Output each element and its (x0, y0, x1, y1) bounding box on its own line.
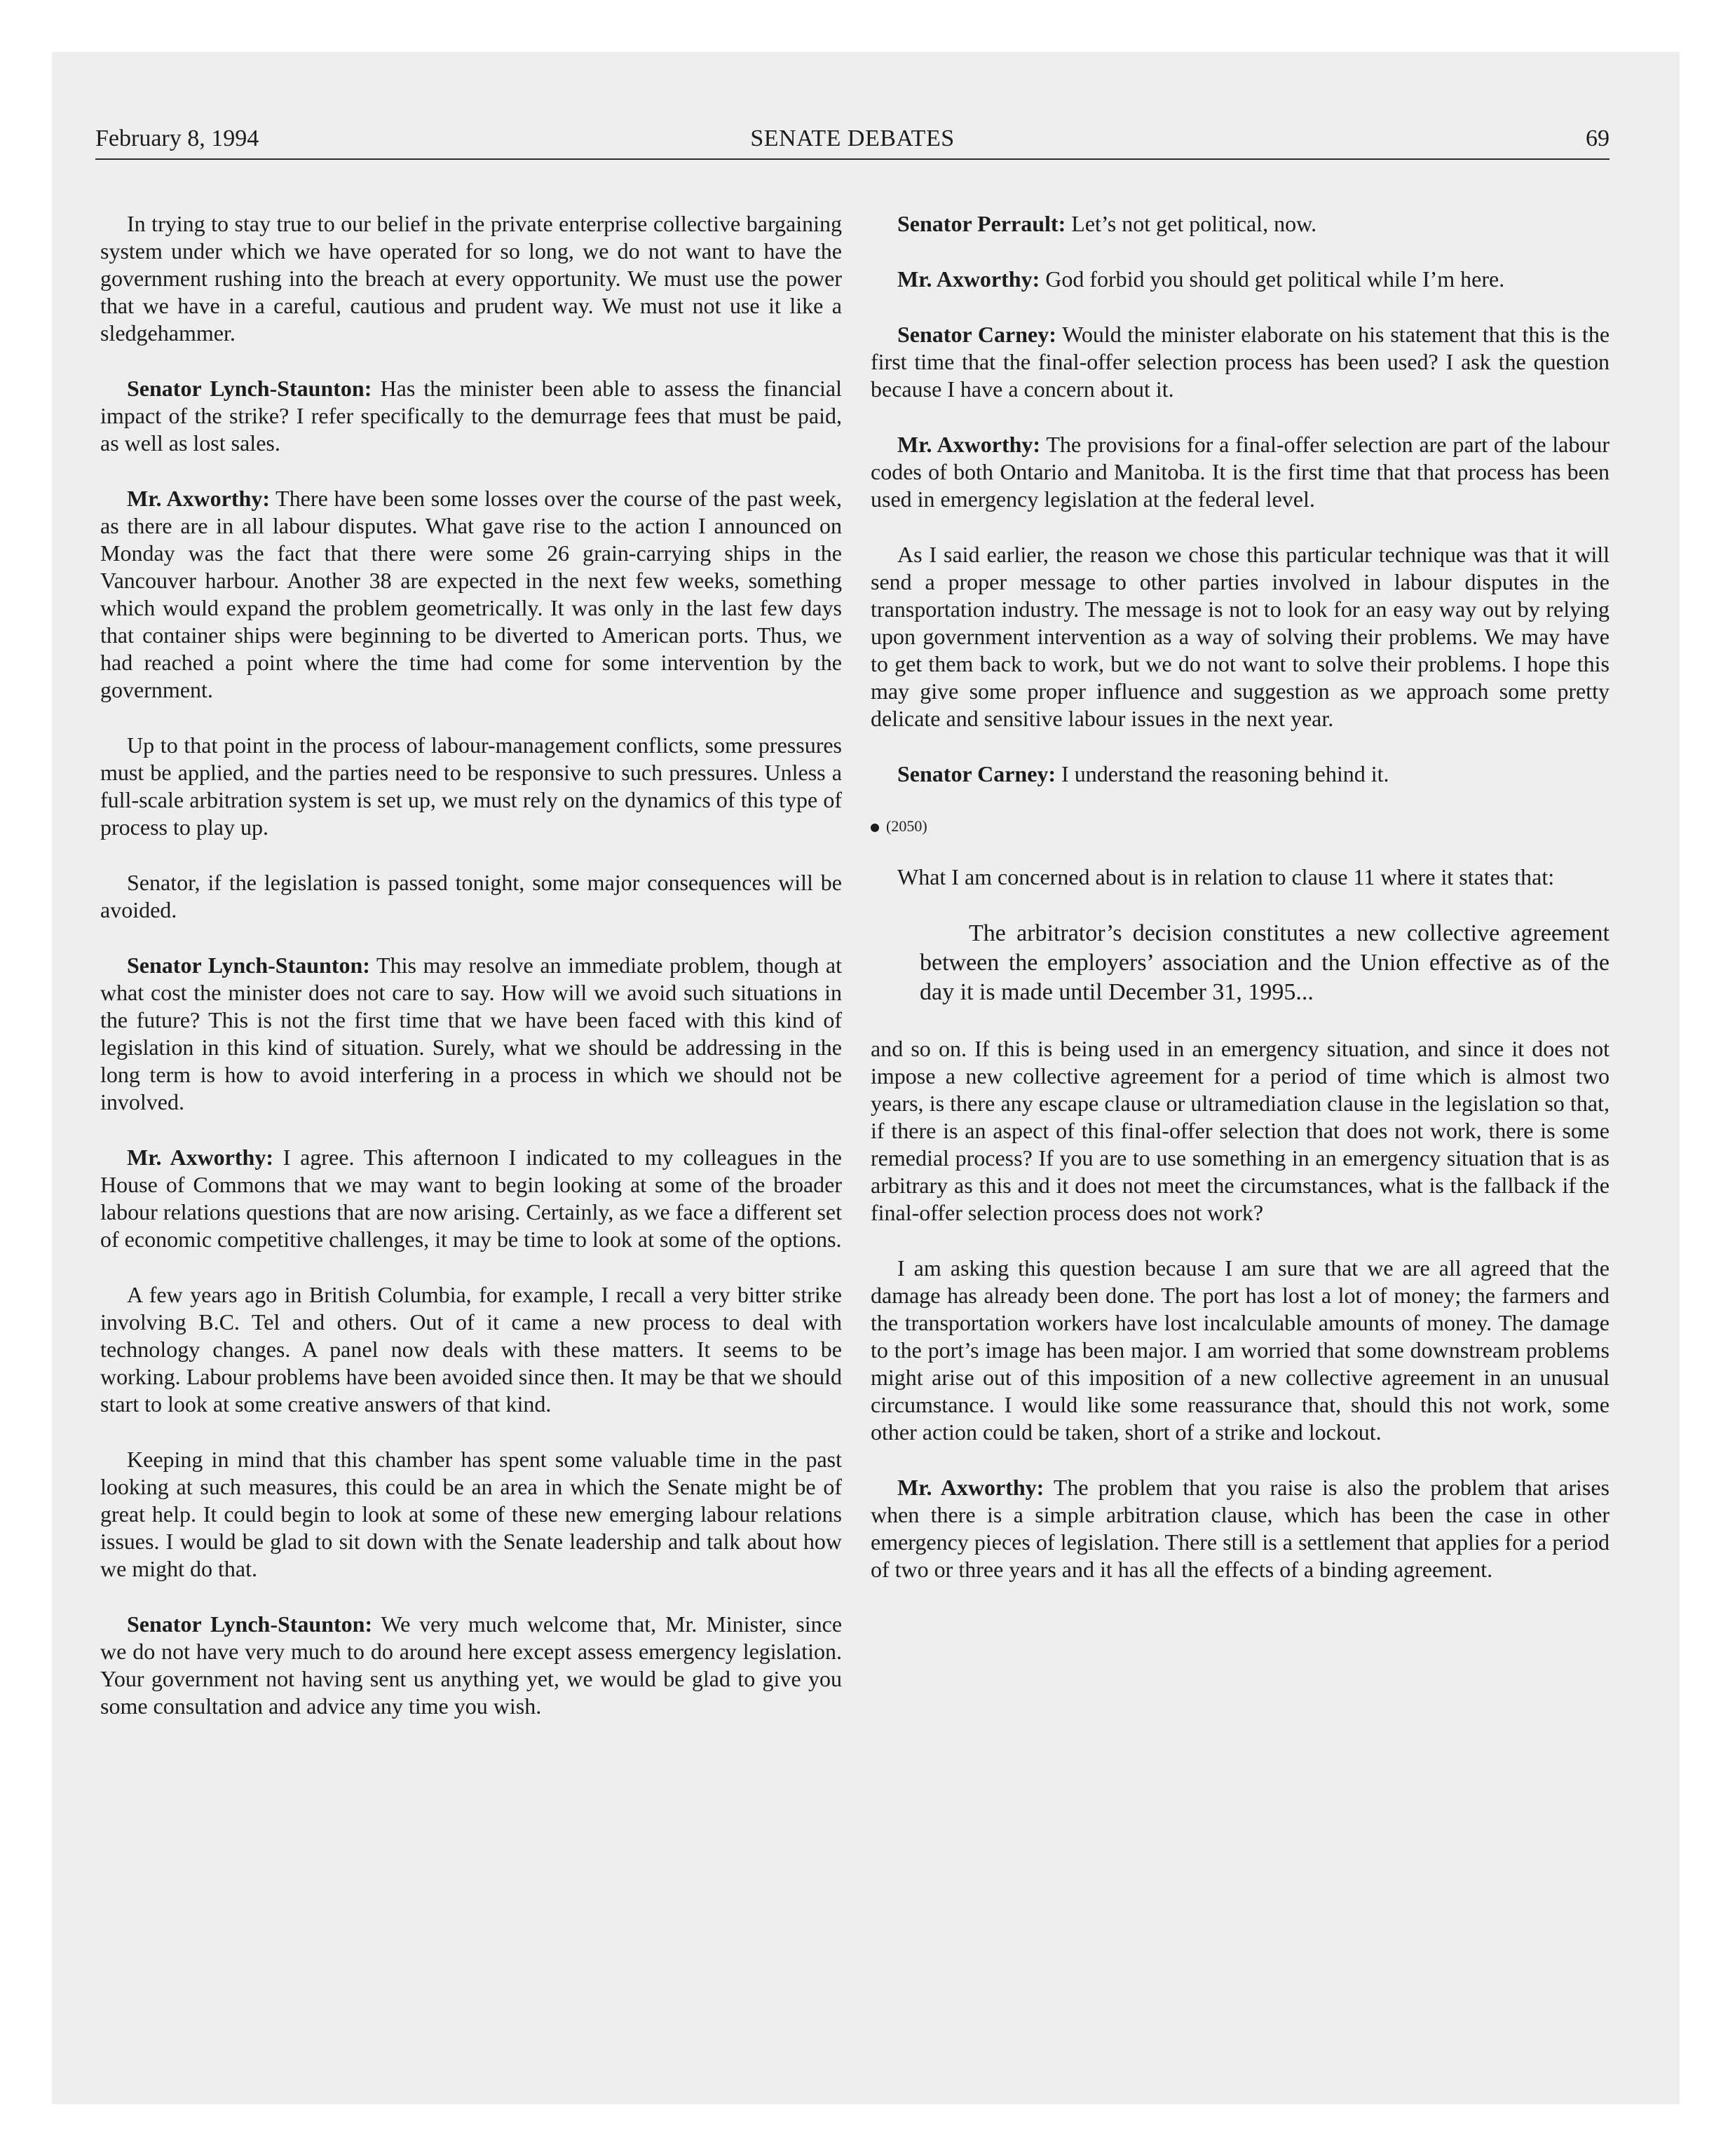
header-date: February 8, 1994 (95, 125, 259, 151)
paragraph-text: As I said earlier, the reason we chose this particular technique was that it will send a proper message to other parties involved in labour disputes in the transportation industry. The message is not to look for an easy way out by relying upon government intervention as a way of solving their problems. We may have to get them back to work, but we do not want to solve their problems. I hope this may give some proper influence and suggestion as we approach some pretty delicate and sensitive labour issues in the next year. (871, 542, 1610, 731)
speaker-label: Senator Lynch-Staunton: (127, 376, 372, 401)
paragraph-text: This may resolve an immediate problem, though at what cost the minister does not care to say. How will we avoid such situations in the future? This is not the first time that we have been faced with this kind of legislation in this kind of situation. Surely, what we should be addressing in the long term is how to avoid interfering in a process in which we should not be involved. (100, 953, 843, 1114)
paragraph-text: I am asking this question because I am sure that we are all agreed that the damage has already been done. The port has lost a lot of money; the farmers and the transportation workers have lost incalculable amounts of money. The damage to the port’s image has been major. I am worried that some downstream problems might arise out of this imposition of a new collective agreement in an unusual circumstance. I would like some reassurance that, should this not work, some other action could be taken, short of a strike and lockout. (871, 1255, 1610, 1445)
speaker-label: Senator Carney: (897, 761, 1056, 786)
speaker-label: Senator Lynch-Staunton: (127, 1611, 373, 1637)
paragraph (100, 1144, 842, 1253)
paragraph-text: Would the minister elaborate on his statement that this is the first time that the final-offer selection process has been used? I ask the question because I have a concern about it. (871, 322, 1610, 402)
paragraph-text: God forbid you should get political while I’m here. (1045, 266, 1505, 292)
paragraph-text: In trying to stay true to our belief in the private enterprise collective bargaining system under which we have operated for so long, we do not want to have the government rushing into the breach at every opportunity. We must use the power that we have in a careful, cautious and prudent way. We must not use it like a sledgehammer. (100, 211, 842, 346)
paragraph (871, 864, 1610, 891)
paragraph-text: The problem that you raise is also the problem that arises when there is a simple arbitration clause, which has been the case in other emergency pieces of legislation. There still is a settlement that applies for a period of two or three years and it has all the effects of a binding agreement. (871, 1475, 1610, 1582)
paragraph-text: There have been some losses over the course of the past week, as there are in all labour disputes. What gave rise to the action I announced on Monday was the fact that there were some 26 grain-carrying ships in the Vancouver harbour. Another 38 are expected in the next few weeks, something which would expand the problem geometrically. It was only in the last few days that container ships were beginning to be diverted to American ports. Thus, we had reached a point where the time had come for some intervention by the government. (100, 486, 843, 702)
quote-text: The arbitrator’s decision constitutes a new collective agreement between the employers’ association and the Union effective as of the day it is made until December 31, 1995... (920, 920, 1610, 1005)
paragraph (100, 1611, 842, 1720)
speaker-label: Senator Carney: (897, 322, 1056, 347)
paragraph (100, 375, 842, 457)
paragraph (100, 732, 842, 841)
paragraph (100, 1446, 842, 1583)
paragraph-text: We very much welcome that, Mr. Minister, since we do not have very much to do around here except assess emergency legislation. Your government not having sent us anything yet, we would be glad to give you some consultation and advice any time you wish. (100, 1611, 843, 1719)
paragraph (871, 1035, 1610, 1227)
left-column (100, 210, 842, 1748)
paragraph-text: Let’s not get political, now. (1071, 211, 1317, 236)
speaker-label: Senator Lynch-Staunton: (127, 953, 370, 978)
paragraph-text: Up to that point in the process of labour-management conflicts, some pressures must be applied, and the parties need to be responsive to such pressures. Unless a full-scale arbitration system is set up, we must rely on the dynamics of this type of process to play up. (100, 732, 842, 840)
paragraph (871, 541, 1610, 732)
time-marker-text: (2050) (886, 817, 927, 835)
header-page-number: 69 (1586, 125, 1610, 151)
block-quote (920, 919, 1610, 1007)
paragraph (100, 1281, 842, 1418)
speaker-label: Mr. Axworthy: (897, 432, 1041, 457)
paragraph (100, 485, 842, 704)
paragraph-text: I understand the reasoning behind it. (1061, 761, 1389, 786)
page-header (95, 125, 1610, 160)
paragraph-text: The provisions for a final-offer selection are part of the labour codes of both Ontario and Manitoba. It is the first time that that process has been used in emergency legislation at the federal level. (871, 432, 1610, 512)
paragraph-text: What I am concerned about is in relation to clause 11 where it states that: (897, 864, 1555, 889)
paragraph (871, 266, 1610, 293)
speaker-label: Mr. Axworthy: (127, 1145, 273, 1170)
paragraph-text: I agree. This afternoon I indicated to my colleagues in the House of Commons that we may want to begin looking at some of the broader labour relations questions that are now arising. Certainly, as we face a different set of economic competitive challenges, it may be time to look at some of the options. (100, 1145, 843, 1252)
time-marker (871, 816, 1610, 837)
speaker-label: Mr. Axworthy: (897, 1475, 1045, 1500)
paragraph-text: and so on. If this is being used in an emergency situation, and since it does not impose a new collective agreement for a period of time which is almost two years, is there any escape clause or ultramediation clause in the legislation so that, if there is an aspect of this final-offer selection that does not work, there is some remedial process? If you are to use something in an emergency situation that is as arbitrary as this and it does not meet the circumstances, what is the fallback if the final-offer selection process does not work? (871, 1036, 1610, 1225)
paragraph (871, 1474, 1610, 1583)
paragraph (871, 431, 1610, 513)
right-column (871, 210, 1610, 1611)
paragraph-text: Keeping in mind that this chamber has spent some valuable time in the past looking at such measures, this could be an area in which the Senate might be of great help. It could begin to look at some of these new emerging labour relations issues. I would be glad to sit down with the Senate leadership and talk about how we might do that. (100, 1447, 842, 1581)
paragraph (871, 210, 1610, 238)
paragraph-text: Has the minister been able to assess the financial impact of the strike? I refer specifically to the demurrage fees that must be paid, as well as lost sales. (100, 376, 843, 456)
bullet-icon (871, 824, 879, 832)
paragraph (100, 210, 842, 347)
paragraph (100, 952, 842, 1116)
speaker-label: Mr. Axworthy: (897, 266, 1040, 292)
paragraph (871, 321, 1610, 403)
speaker-label: Senator Perrault: (897, 211, 1066, 236)
paragraph (871, 760, 1610, 788)
paragraph-text: Senator, if the legislation is passed tonight, some major consequences will be avoided. (100, 870, 842, 922)
paragraph-text: A few years ago in British Columbia, for example, I recall a very bitter strike involving B.C. Tel and others. Out of it came a new process to deal with technology changes. A panel now deals with these matters. It seems to be working. Labour problems have been avoided since then. It may be that we should start to look at some creative answers of that kind. (100, 1282, 842, 1417)
paragraph (100, 869, 842, 924)
speaker-label: Mr. Axworthy: (127, 486, 270, 511)
header-title: SENATE DEBATES (750, 125, 955, 151)
paragraph (871, 1255, 1610, 1446)
